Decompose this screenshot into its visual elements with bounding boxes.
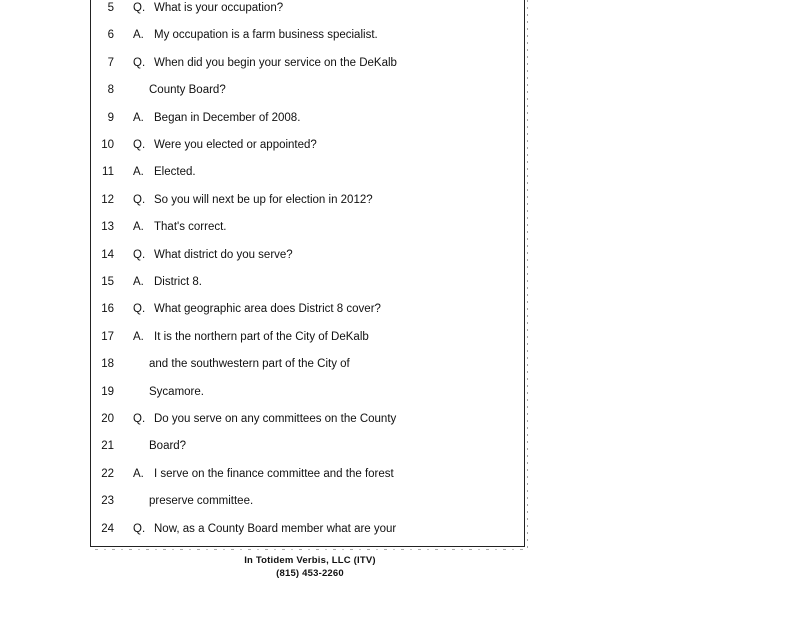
- line-number: 21: [101, 440, 114, 453]
- question-marker: Q.: [133, 248, 146, 261]
- line-number: 16: [101, 303, 114, 316]
- line-text: So you will next be up for election in 2012?: [154, 193, 373, 206]
- transcript-line: [90, 438, 524, 454]
- line-text: and the southwestern part of the City of: [149, 358, 350, 371]
- line-number: 8: [107, 84, 114, 97]
- line-number: 12: [101, 193, 114, 206]
- answer-marker: A.: [133, 166, 144, 179]
- question-marker: Q.: [133, 522, 146, 535]
- line-text: What district do you serve?: [154, 248, 293, 261]
- transcript-line: [90, 192, 524, 208]
- line-number: 5: [107, 2, 114, 14]
- answer-marker: A.: [133, 467, 144, 480]
- transcript-line: [90, 110, 524, 126]
- transcript-line: [90, 274, 524, 290]
- line-text: Began in December of 2008.: [154, 111, 301, 124]
- line-text: County Board?: [149, 84, 226, 97]
- answer-marker: A.: [133, 111, 144, 124]
- line-number: 24: [101, 522, 114, 535]
- scan-artifact: [527, 0, 528, 548]
- line-number: 23: [101, 495, 114, 508]
- line-text: It is the northern part of the City of DeKalb: [154, 330, 369, 343]
- line-text: Sycamore.: [149, 385, 204, 398]
- line-text: Do you serve on any committees on the County: [154, 413, 397, 425]
- footer-phone: (815) 453-2260: [276, 568, 344, 579]
- transcript-line: [90, 247, 524, 263]
- line-text: District 8.: [154, 276, 202, 288]
- line-text: I serve on the finance committee and the forest: [154, 467, 394, 480]
- line-number: 14: [101, 248, 114, 261]
- line-text: Were you elected or appointed?: [154, 139, 317, 151]
- scan-artifact-line: [95, 549, 527, 550]
- line-number: 11: [102, 166, 114, 179]
- line-number: 19: [101, 385, 114, 398]
- transcript-border-bottom: [90, 546, 525, 547]
- question-marker: Q.: [133, 56, 146, 69]
- line-text: When did you begin your service on the DeKalb: [154, 56, 397, 69]
- line-number: 15: [101, 276, 114, 288]
- line-number: 10: [101, 139, 114, 151]
- transcript-line: [90, 164, 524, 180]
- transcript-line: [90, 493, 524, 509]
- transcript-line: [90, 356, 524, 372]
- line-text: Elected.: [154, 166, 196, 179]
- line-number: 13: [101, 221, 114, 234]
- line-number: 17: [101, 330, 114, 343]
- line-text: What is your occupation?: [154, 2, 284, 14]
- transcript-line: [90, 466, 524, 482]
- transcript-line: [90, 27, 524, 43]
- transcript-line: [90, 521, 524, 537]
- line-text: Now, as a County Board member what are your: [154, 522, 397, 535]
- line-number: 9: [107, 111, 114, 124]
- transcript-line: [90, 55, 524, 71]
- transcript-line: [90, 384, 524, 400]
- line-number: 20: [101, 413, 114, 425]
- line-text: preserve committee.: [149, 495, 254, 508]
- line-text: What geographic area does District 8 cover?: [154, 303, 381, 316]
- transcript-line: [90, 411, 524, 427]
- transcript-line: [90, 329, 524, 345]
- answer-marker: A.: [133, 276, 144, 288]
- answer-marker: A.: [133, 221, 144, 234]
- transcript-line: [90, 137, 524, 153]
- question-marker: Q.: [133, 139, 146, 151]
- line-number: 18: [101, 358, 114, 371]
- question-marker: Q.: [133, 193, 146, 206]
- line-text: My occupation is a farm business specialist.: [154, 29, 378, 42]
- line-number: 7: [107, 56, 114, 69]
- transcript-line: [90, 82, 524, 98]
- line-number: 6: [107, 29, 114, 42]
- answer-marker: A.: [133, 29, 144, 42]
- transcript-border-right: [524, 0, 525, 547]
- question-marker: Q.: [133, 413, 146, 425]
- line-number: 22: [101, 467, 114, 480]
- line-text: Board?: [149, 440, 187, 453]
- question-marker: Q.: [133, 2, 146, 14]
- footer-company: In Totidem Verbis, LLC (ITV): [244, 555, 376, 566]
- transcript-line: [90, 219, 524, 235]
- transcript-line: [90, 0, 524, 16]
- transcript-line: [90, 301, 524, 317]
- line-text: That's correct.: [154, 221, 227, 234]
- answer-marker: A.: [133, 330, 144, 343]
- question-marker: Q.: [133, 303, 146, 316]
